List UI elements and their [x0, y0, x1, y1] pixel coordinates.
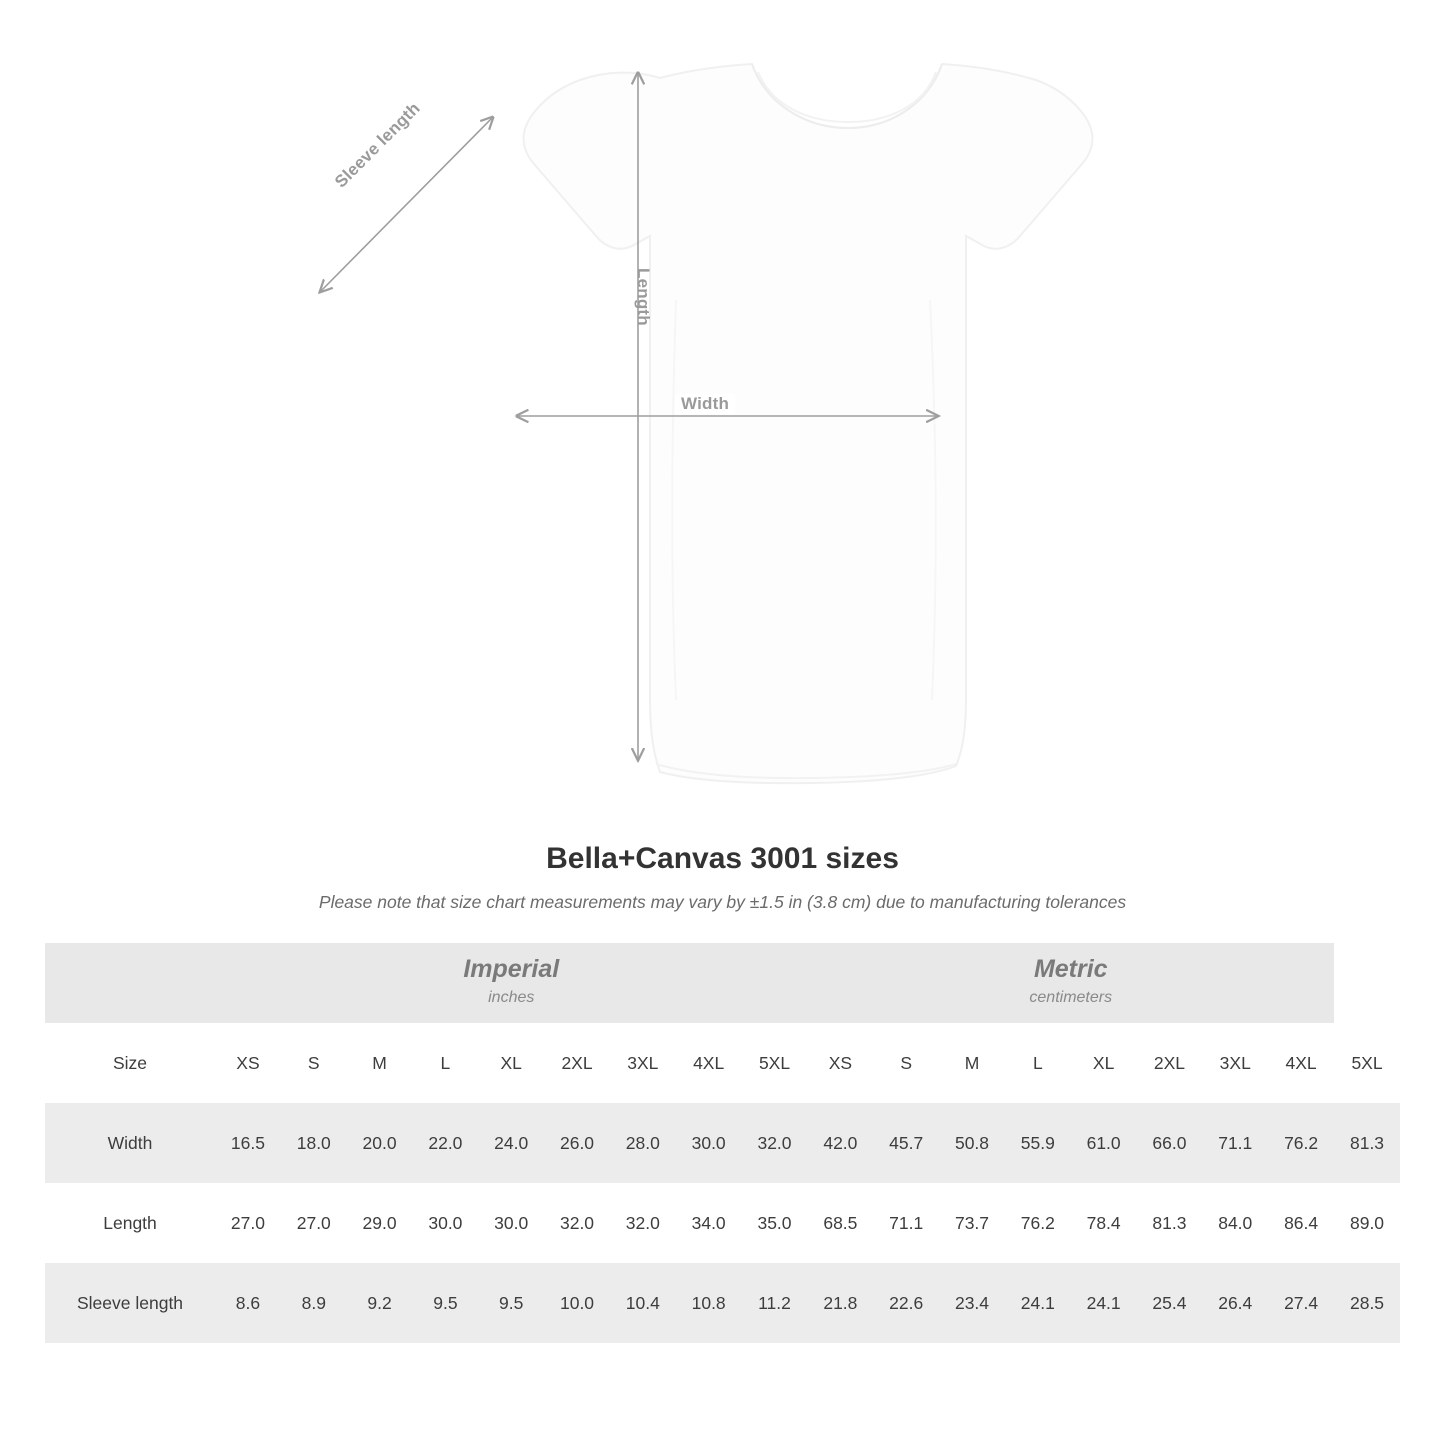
size-header-cell: XL [478, 1023, 544, 1103]
table-cell: 9.5 [478, 1263, 544, 1343]
size-header-cell: L [1005, 1023, 1071, 1103]
title-block [0, 842, 1445, 913]
table-cell: 35.0 [742, 1183, 808, 1263]
unit-header-row [45, 943, 1400, 1023]
table-cell: 24.1 [1071, 1263, 1137, 1343]
table-cell: 68.5 [807, 1183, 873, 1263]
table-cell: 20.0 [347, 1103, 413, 1183]
table-cell: 24.0 [478, 1103, 544, 1183]
table-cell: 28.5 [1334, 1263, 1400, 1343]
table-cell: 73.7 [939, 1183, 1005, 1263]
table-cell: 34.0 [676, 1183, 742, 1263]
table-cell: 27.0 [215, 1183, 281, 1263]
size-header-cell: L [412, 1023, 478, 1103]
table-cell: 32.0 [742, 1103, 808, 1183]
size-header-cell: 4XL [676, 1023, 742, 1103]
size-header-cell: M [939, 1023, 1005, 1103]
table-cell: 61.0 [1071, 1103, 1137, 1183]
table-cell: 30.0 [478, 1183, 544, 1263]
imperial-system-label: Imperial [463, 955, 560, 984]
table-cell: 84.0 [1202, 1183, 1268, 1263]
table-cell: 32.0 [610, 1183, 676, 1263]
unit-header-metric [807, 943, 1334, 1023]
table-cell: 42.0 [807, 1103, 873, 1183]
tolerance-note: Please note that size chart measurements may vary by ±1.5 in (3.8 cm) due to manufacturing tolerances [318, 892, 1127, 912]
table-cell: 30.0 [676, 1103, 742, 1183]
row-label-length: Length [45, 1183, 215, 1263]
table-cell: 27.0 [281, 1183, 347, 1263]
table-row [45, 1183, 1400, 1263]
size-header-cell: XS [807, 1023, 873, 1103]
table-cell: 10.0 [544, 1263, 610, 1343]
table-cell: 22.6 [873, 1263, 939, 1343]
size-header-cell: 2XL [1137, 1023, 1203, 1103]
table-cell: 78.4 [1071, 1183, 1137, 1263]
table-cell: 66.0 [1137, 1103, 1203, 1183]
size-table [45, 943, 1400, 1343]
unit-header-blank [45, 943, 215, 1023]
table-cell: 30.0 [412, 1183, 478, 1263]
page-title: Bella+Canvas 3001 sizes [546, 842, 899, 875]
table-cell: 21.8 [807, 1263, 873, 1343]
sleeve-length-arrow [320, 118, 492, 292]
sleeve-length-label: Sleeve length [331, 98, 424, 192]
table-cell: 50.8 [939, 1103, 1005, 1183]
table-cell: 45.7 [873, 1103, 939, 1183]
unit-header-imperial [215, 943, 807, 1023]
size-header-cell: S [281, 1023, 347, 1103]
table-cell: 71.1 [873, 1183, 939, 1263]
row-label-sleeve-length: Sleeve length [45, 1263, 215, 1343]
size-header-cell: M [347, 1023, 413, 1103]
width-label: Width [675, 394, 735, 414]
table-cell: 23.4 [939, 1263, 1005, 1343]
table-cell: 76.2 [1005, 1183, 1071, 1263]
table-cell: 76.2 [1268, 1103, 1334, 1183]
table-cell: 8.6 [215, 1263, 281, 1343]
table-cell: 10.4 [610, 1263, 676, 1343]
table-cell: 11.2 [742, 1263, 808, 1343]
table-cell: 10.8 [676, 1263, 742, 1343]
length-label: Length [634, 268, 653, 326]
table-cell: 8.9 [281, 1263, 347, 1343]
table-cell: 26.0 [544, 1103, 610, 1183]
tshirt-shape [524, 64, 1093, 783]
table-cell: 18.0 [281, 1103, 347, 1183]
table-cell: 55.9 [1005, 1103, 1071, 1183]
table-cell: 9.2 [347, 1263, 413, 1343]
table-cell: 27.4 [1268, 1263, 1334, 1343]
size-header-cell: 3XL [1202, 1023, 1268, 1103]
size-header-cell: XL [1071, 1023, 1137, 1103]
size-header-cell: 3XL [610, 1023, 676, 1103]
size-header-cell: S [873, 1023, 939, 1103]
size-header-cell: 2XL [544, 1023, 610, 1103]
table-row [45, 1263, 1400, 1343]
row-label-width: Width [45, 1103, 215, 1183]
table-cell: 81.3 [1137, 1183, 1203, 1263]
table-row [45, 1103, 1400, 1183]
table-cell: 9.5 [412, 1263, 478, 1343]
size-header-cell: XS [215, 1023, 281, 1103]
size-header-cell: 5XL [1334, 1023, 1400, 1103]
table-cell: 25.4 [1137, 1263, 1203, 1343]
table-cell: 89.0 [1334, 1183, 1400, 1263]
table-cell: 24.1 [1005, 1263, 1071, 1343]
size-table-wrapper [45, 943, 1400, 1343]
size-header-cell: 5XL [742, 1023, 808, 1103]
size-header-cell: 4XL [1268, 1023, 1334, 1103]
table-cell: 29.0 [347, 1183, 413, 1263]
table-cell: 32.0 [544, 1183, 610, 1263]
metric-system-label: Metric [1033, 955, 1108, 984]
table-cell: 28.0 [610, 1103, 676, 1183]
table-cell: 81.3 [1334, 1103, 1400, 1183]
table-cell: 16.5 [215, 1103, 281, 1183]
table-cell: 86.4 [1268, 1183, 1334, 1263]
table-cell: 71.1 [1202, 1103, 1268, 1183]
table-cell: 22.0 [412, 1103, 478, 1183]
size-header-row [45, 1023, 1400, 1103]
metric-units-label: centimeters [1029, 988, 1113, 1006]
imperial-units-label: inches [488, 988, 535, 1006]
table-cell: 26.4 [1202, 1263, 1268, 1343]
size-header-label: Size [45, 1023, 215, 1103]
